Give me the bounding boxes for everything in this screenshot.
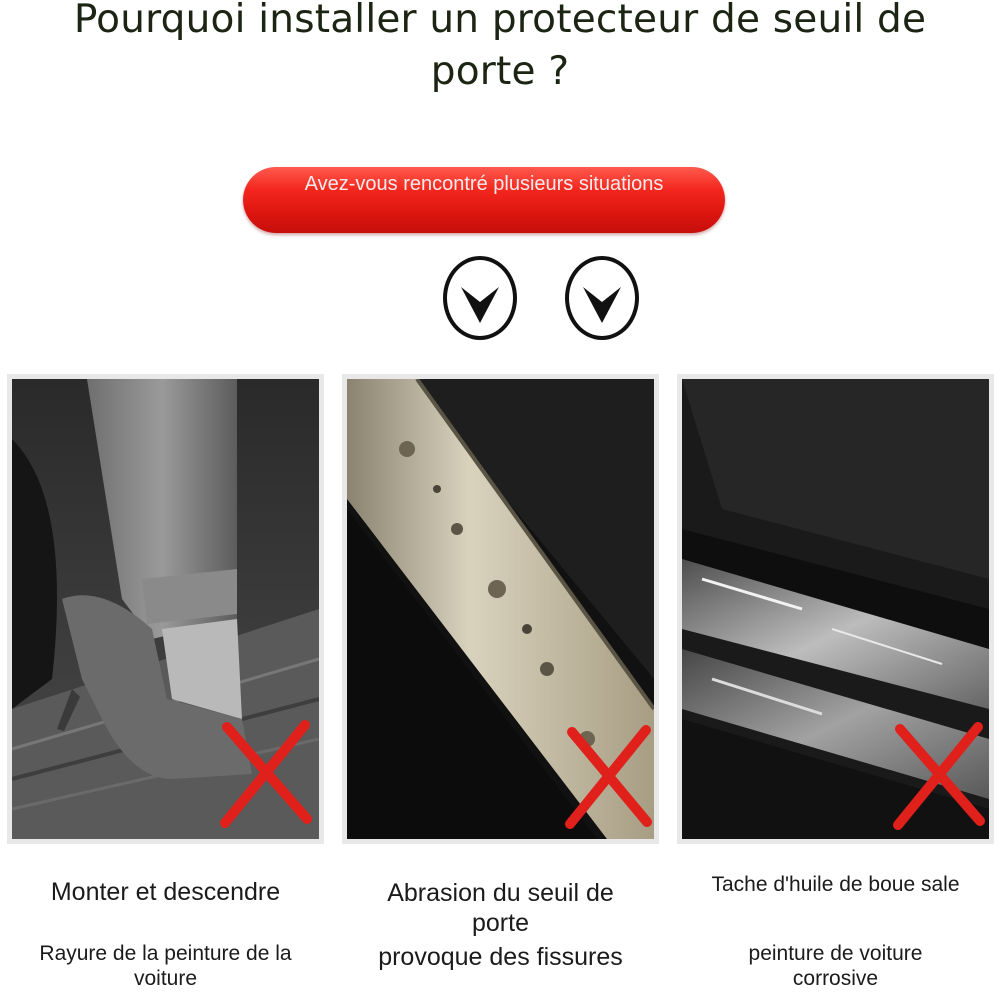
- caption-sub-1-line-1: Rayure de la peinture de la: [39, 942, 292, 965]
- chevron-down-icon: [565, 256, 639, 340]
- caption-sub-1-line-2: voiture: [133, 967, 198, 990]
- panel-stepping-image: [7, 374, 324, 844]
- title-line-1: Pourquoi installer un protecteur de seuil de: [73, 0, 927, 42]
- caption-main-2-line-2: porte: [472, 909, 529, 937]
- caption-main-1: Monter et descendre: [50, 878, 281, 906]
- caption-sub-3-line-1: peinture de voiture: [748, 942, 923, 965]
- caption-sub-3-line-2: corrosive: [792, 967, 879, 990]
- caption-main-3: Tache d'huile de boue sale: [711, 873, 960, 896]
- page-title: [0, 0, 1000, 98]
- caption-sub-1: [7, 941, 324, 991]
- caption-sub-3: [677, 941, 994, 991]
- title-line-2: porte ?: [430, 49, 570, 94]
- caption-sub-2: provoque des fissures: [378, 943, 623, 971]
- panel-dirty-sill-image: [677, 374, 994, 844]
- red-x-icon: [217, 719, 317, 829]
- red-x-icon: [562, 724, 657, 829]
- banner-text: Avez-vous rencontré plusieurs situations: [304, 173, 664, 195]
- panel-abrasion-image: [342, 374, 659, 844]
- situations-banner: [243, 167, 725, 233]
- caption-main-2-line-1: Abrasion du seuil de: [387, 879, 614, 907]
- red-x-icon: [890, 721, 990, 831]
- caption-main-2: [342, 878, 659, 938]
- chevron-down-icon: [443, 256, 517, 340]
